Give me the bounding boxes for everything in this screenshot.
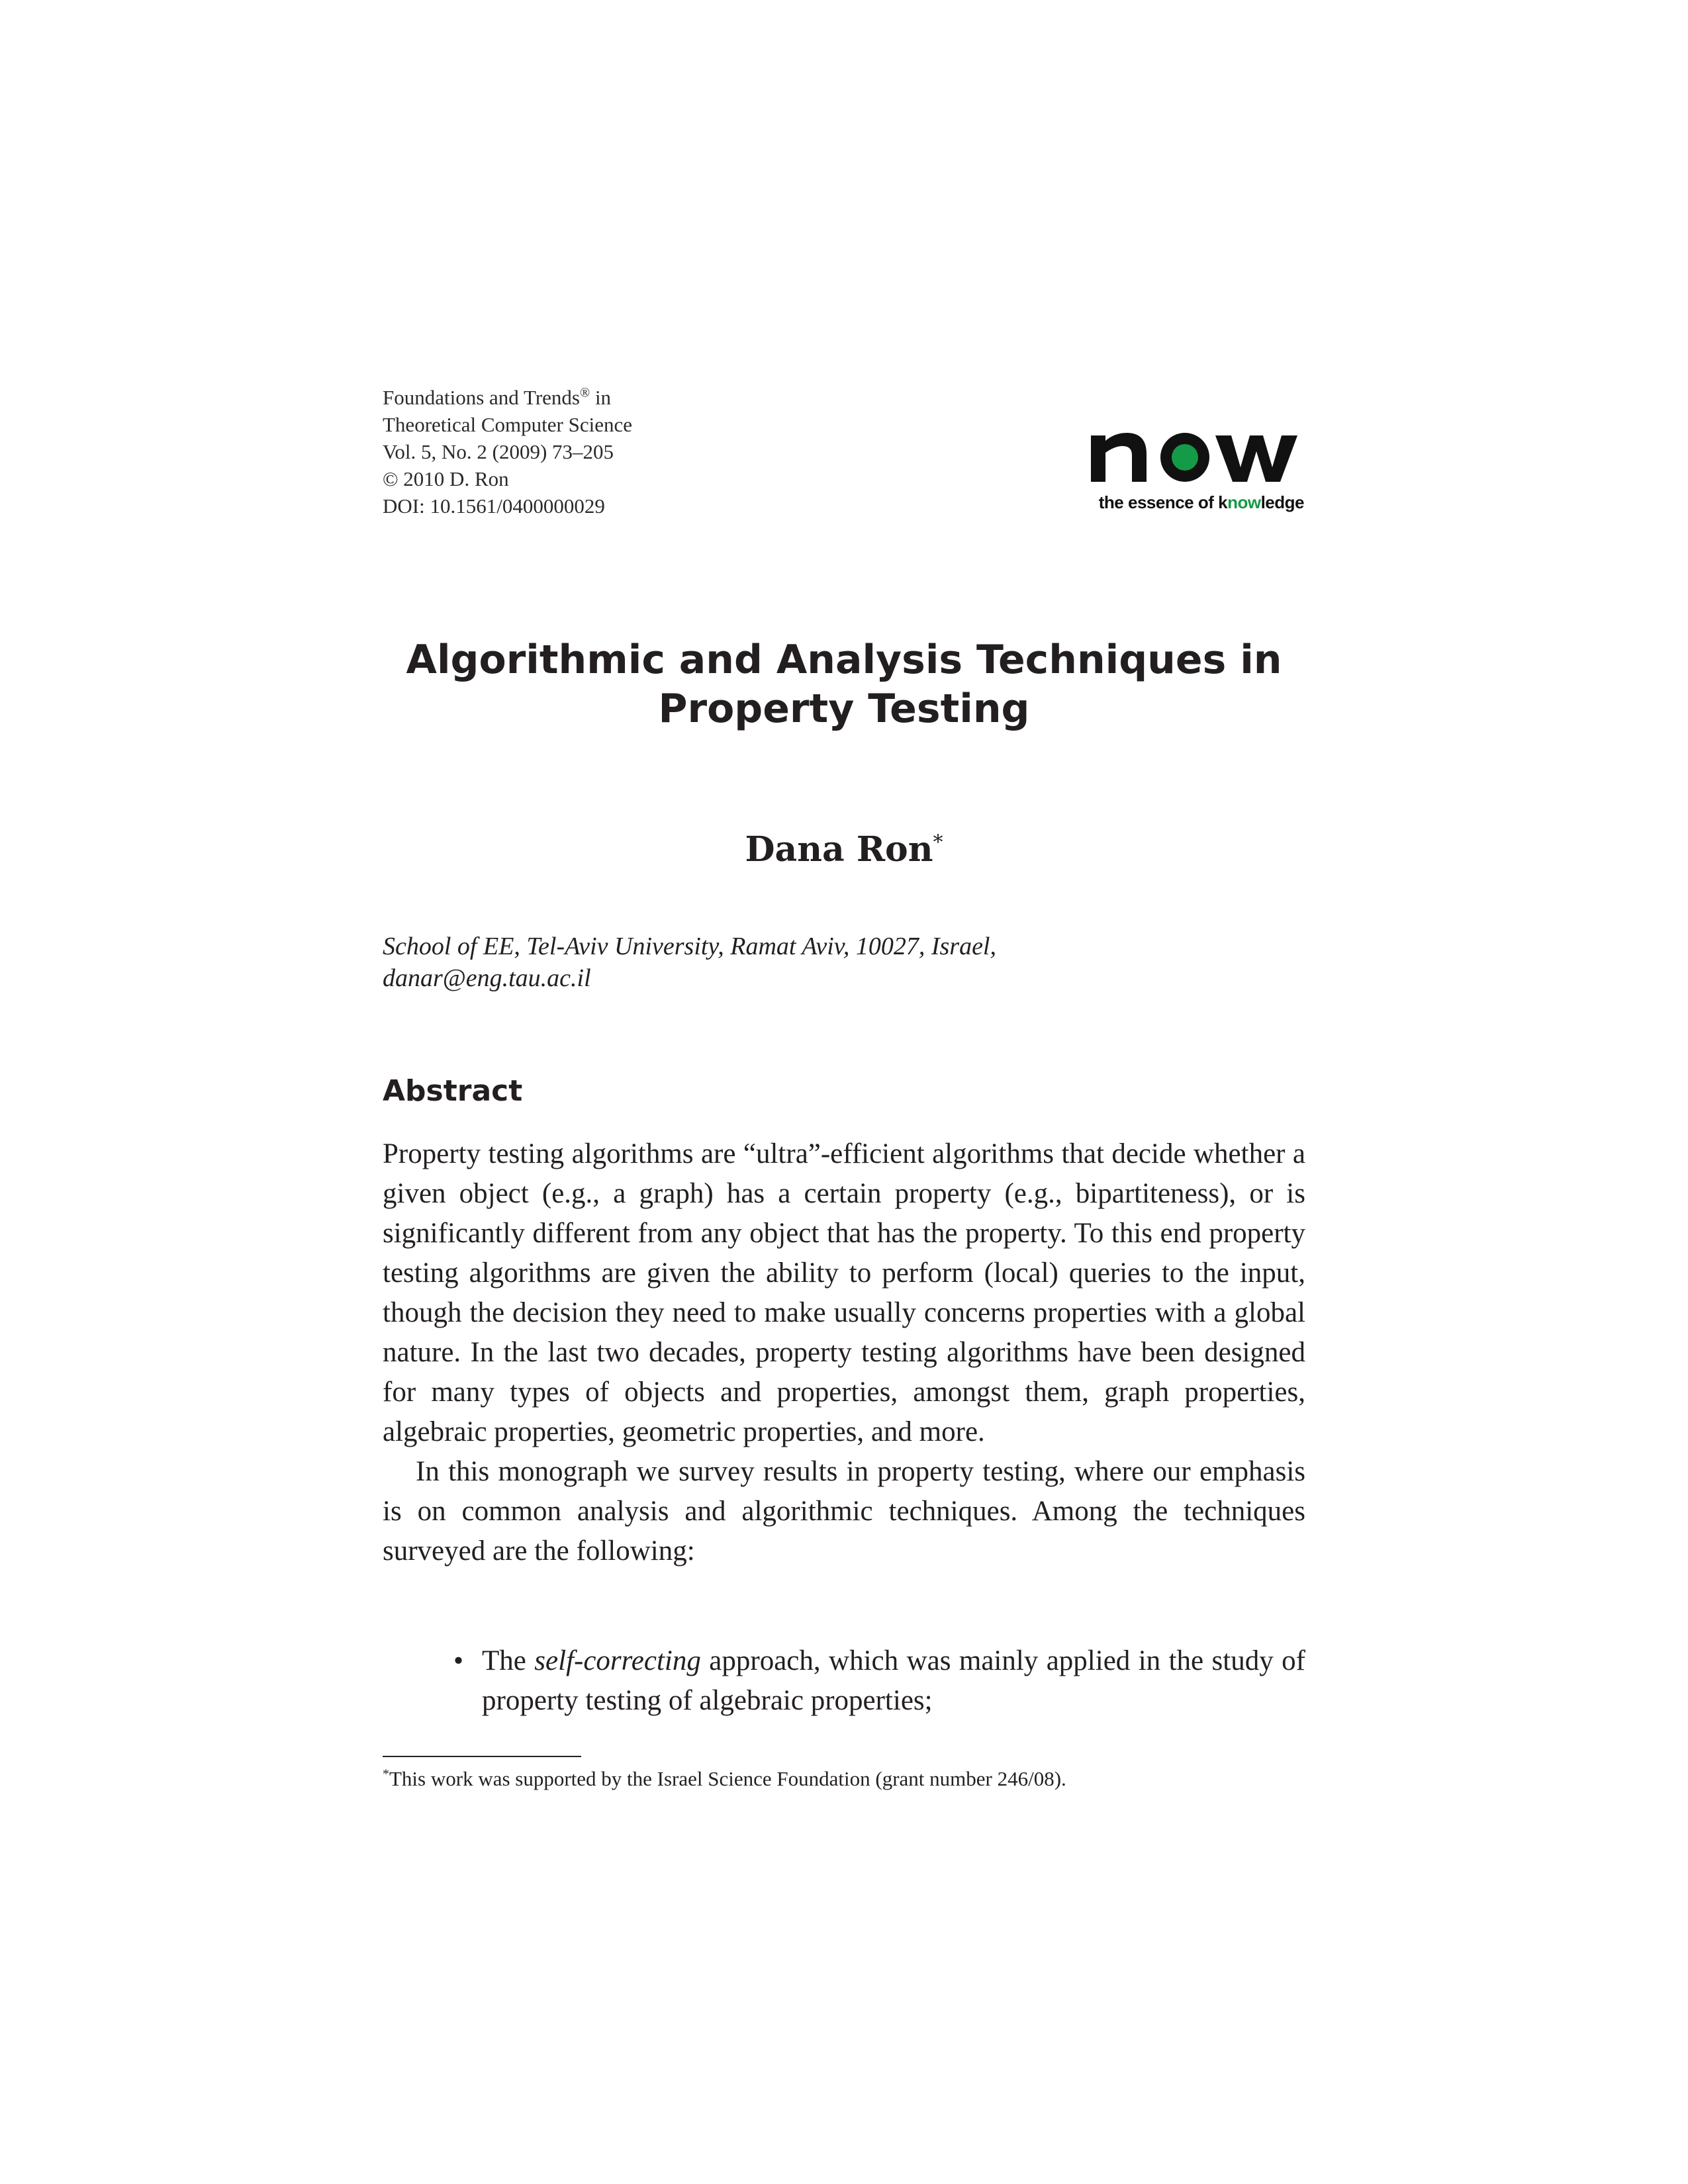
title-line-1: Algorithmic and Analysis Techniques in <box>406 637 1282 683</box>
journal-info <box>383 384 846 520</box>
technique-list <box>383 1641 1305 1721</box>
paper-title <box>383 635 1305 733</box>
list-item <box>383 1641 1305 1721</box>
bullet-icon: • <box>453 1645 464 1676</box>
journal-doi: DOI: 10.1561/0400000029 <box>383 494 605 518</box>
tagline-suffix: ledge <box>1260 492 1304 512</box>
affiliation-email: danar@eng.tau.ac.il <box>383 964 591 992</box>
now-wordmark-icon <box>1086 424 1304 483</box>
affiliation <box>383 931 1305 994</box>
author-footnote-mark: * <box>933 831 943 854</box>
footnote-divider <box>383 1756 581 1757</box>
footnote-text: This work was supported by the Israel Science Foundation (grant number 246/08). <box>389 1767 1066 1790</box>
registered-mark: ® <box>579 385 590 400</box>
journal-volume: Vol. 5, No. 2 (2009) 73–205 <box>383 440 614 463</box>
author <box>383 829 1305 871</box>
abstract-body <box>383 1134 1305 1571</box>
footnote-mark: * <box>383 1766 389 1782</box>
footnote <box>383 1766 1305 1792</box>
abstract-paragraph-1: Property testing algorithms are “ultra”-efficient algorithms that decide whether a given object (e.g., a graph) has a certain property (e.g., bipartiteness), or is significantly different from any object that has the property. To this end property testing algorithms are given the ability to perform (local) queries to the input, though the decision they need to make usually concerns properties with a global nature. In the last two decades, property testing algorithms have been designed for many types of objects and properties, amongst them, graph properties, algebraic properties, geometric properties, and more. <box>383 1138 1305 1447</box>
journal-series-suffix: in <box>594 386 612 409</box>
abstract-paragraph-2: In this monograph we survey results in property testing, where our emphasis is on common analysis and algorithmic techniques. Among the techniques surveyed are the following: <box>383 1456 1305 1567</box>
journal-series <box>383 384 846 411</box>
journal-field: Theoretical Computer Science <box>383 413 633 436</box>
journal-copyright: © 2010 D. Ron <box>383 467 509 490</box>
abstract-heading: Abstract <box>383 1074 523 1108</box>
logo-tagline <box>1079 492 1304 513</box>
bullet-emphasis: self-correcting <box>534 1645 701 1676</box>
author-name: Dana Ron <box>745 829 933 870</box>
bullet-rest: approach, which was mainly applied in the study of property testing of algebraic properties; <box>482 1645 1305 1716</box>
tagline-prefix: the essence of k <box>1098 492 1228 512</box>
bullet-lead: The <box>482 1645 535 1676</box>
tagline-highlight: now <box>1227 492 1261 512</box>
title-line-2: Property Testing <box>658 686 1030 732</box>
journal-series-name: Foundations and Trends <box>383 386 580 409</box>
now-publishers-logo <box>1079 424 1304 523</box>
affiliation-line-1: School of EE, Tel-Aviv University, Ramat Aviv, 10027, Israel, <box>383 933 996 960</box>
